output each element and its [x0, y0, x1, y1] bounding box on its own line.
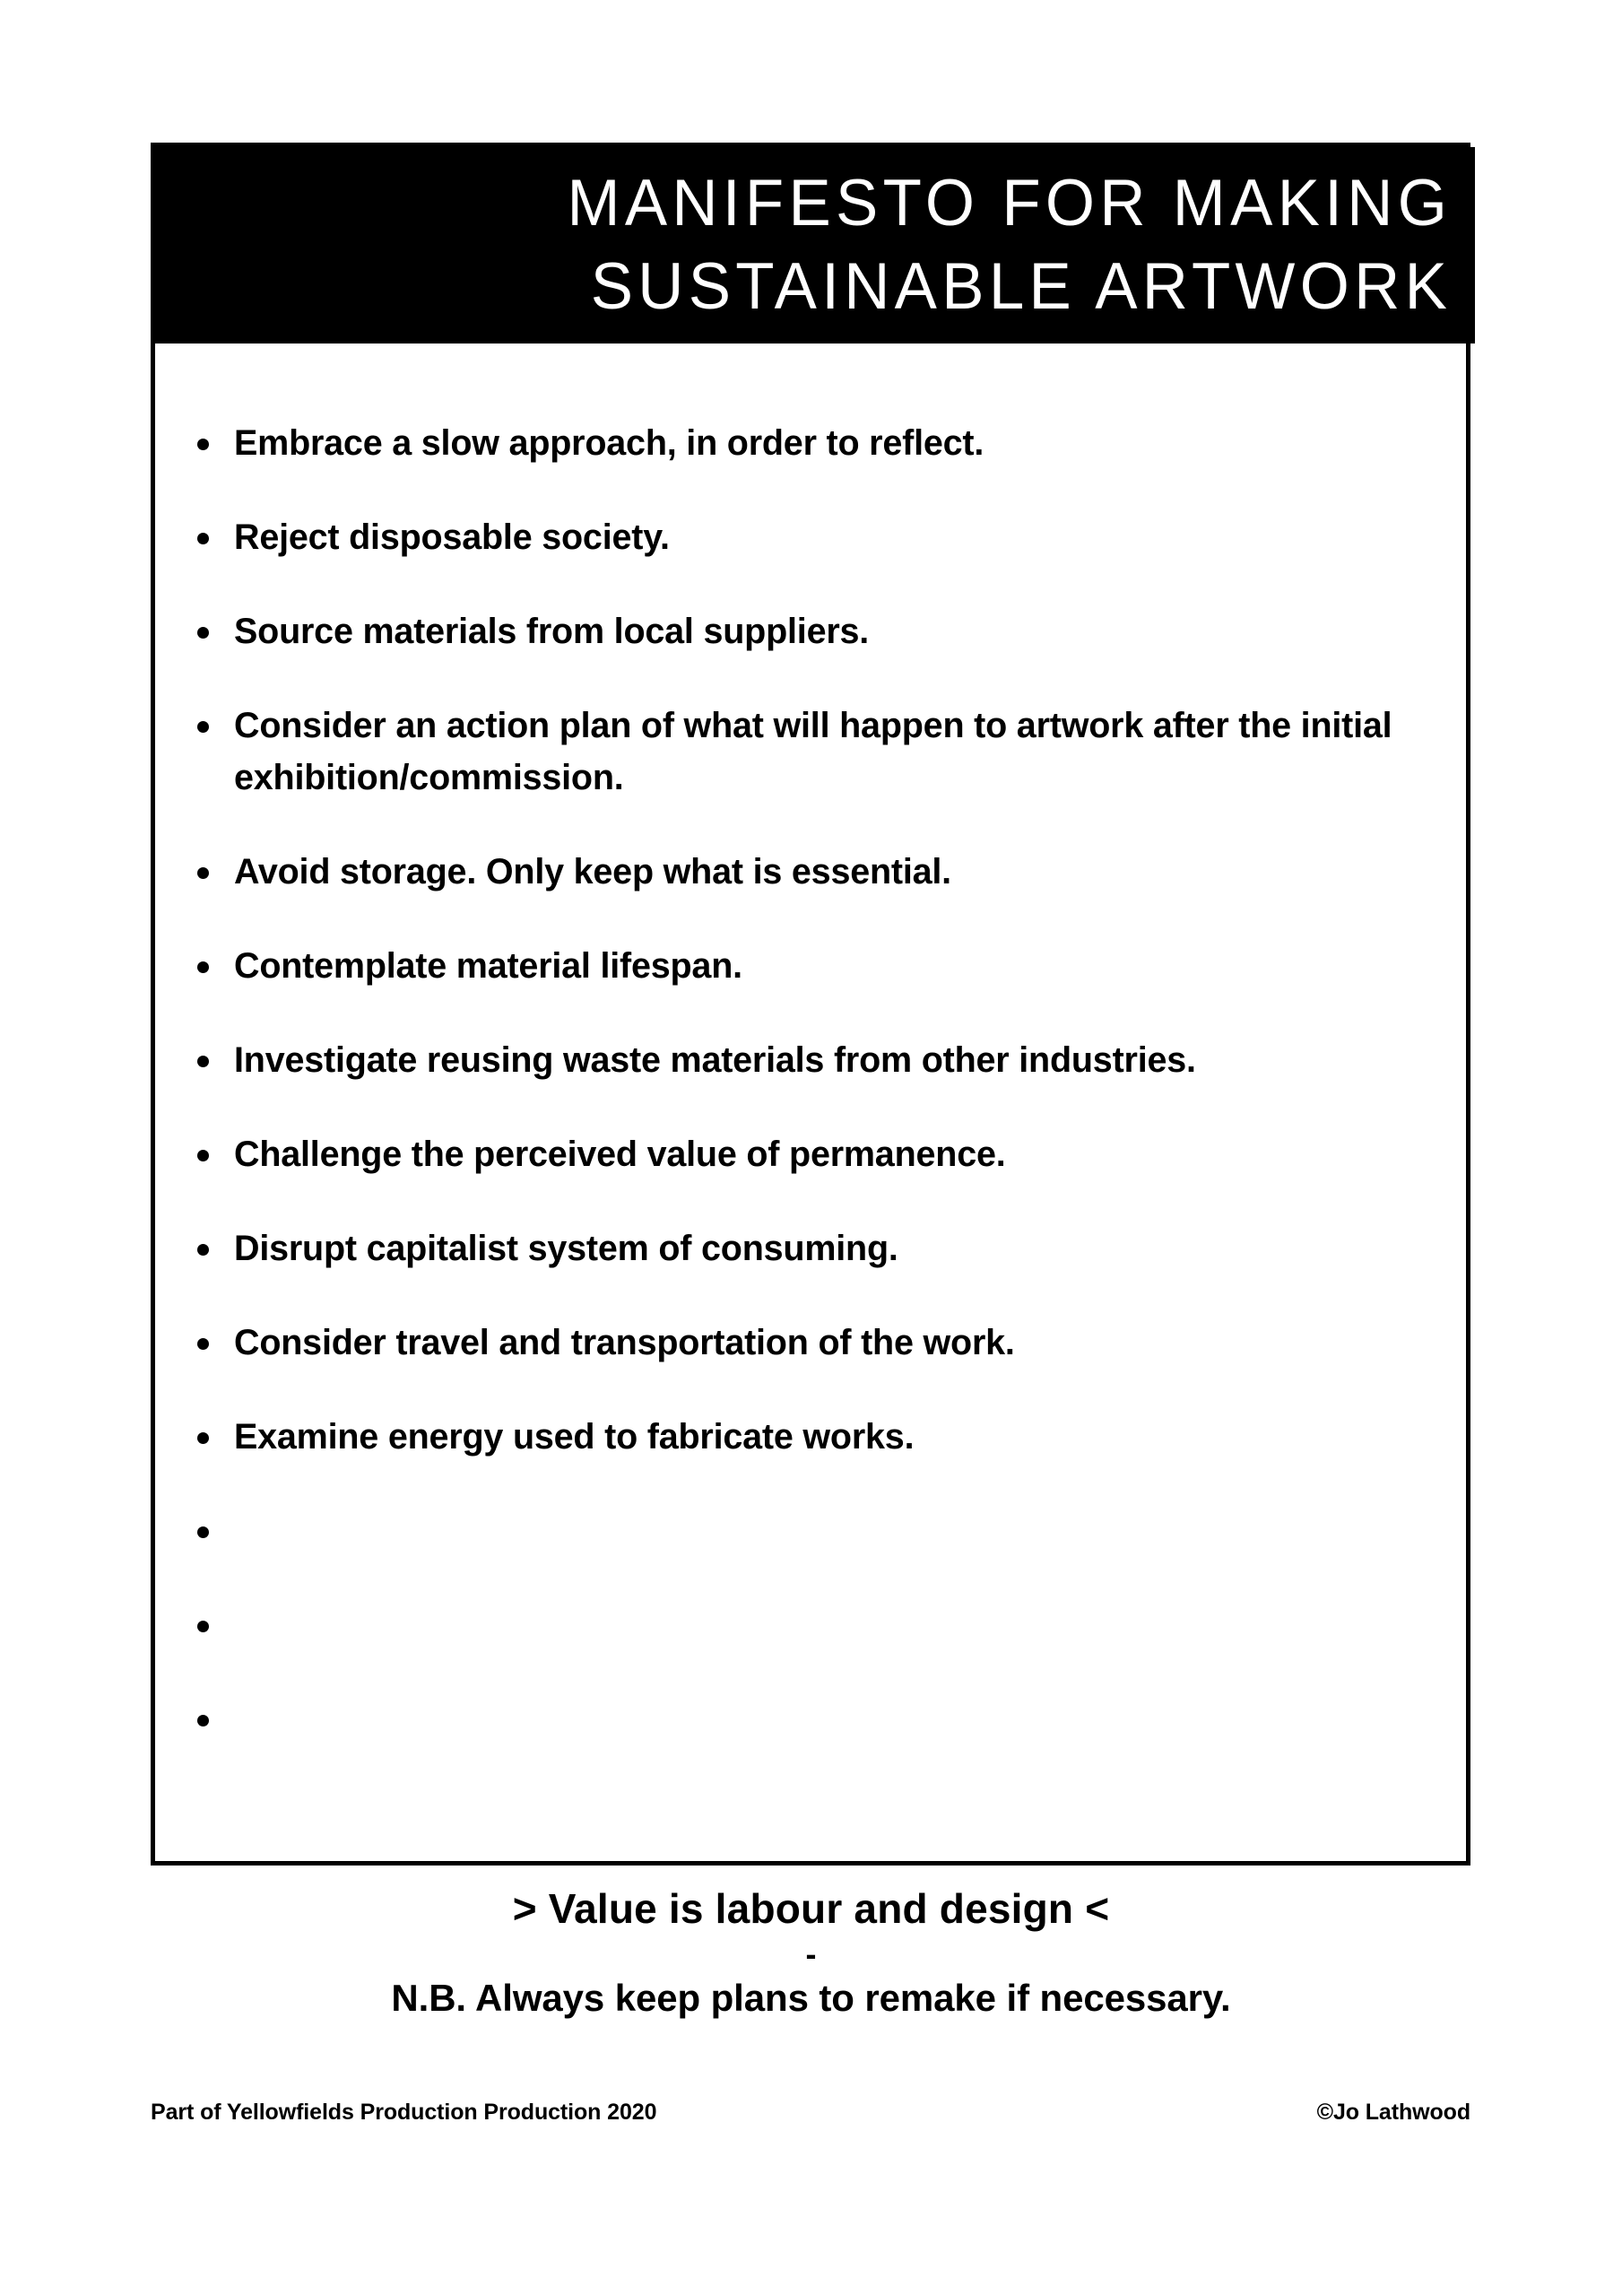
poster-title-line-1: MANIFESTO FOR MAKING — [567, 167, 1452, 239]
list-item-label: Avoid storage. Only keep what is essential. — [234, 852, 951, 891]
bullet-dot-icon — [197, 1715, 209, 1726]
list-item-label: Source materials from local suppliers. — [234, 612, 870, 651]
list-item — [195, 605, 1412, 657]
list-item-label — [234, 1693, 1412, 1694]
list-item — [195, 1222, 1412, 1274]
list-item — [195, 1317, 1412, 1369]
bullet-dot-icon — [197, 867, 209, 879]
list-item-label: Consider travel and transportation of the work. — [234, 1323, 1015, 1362]
bullet-dot-icon — [197, 439, 209, 450]
list-item-label — [234, 1599, 1412, 1600]
copyright-credit: ©Jo Lathwood — [1316, 2100, 1470, 2125]
list-item-blank — [195, 1693, 1412, 1745]
bullet-dot-icon — [197, 1150, 209, 1161]
list-item — [195, 1411, 1412, 1463]
nb-note: N.B. Always keep plans to remake if necessary. — [391, 1977, 1231, 2019]
list-item-blank — [195, 1599, 1412, 1651]
manifesto-card — [151, 143, 1470, 1866]
title-band — [155, 147, 1475, 344]
list-item-label: Disrupt capitalist system of consuming. — [234, 1229, 898, 1268]
manifesto-list — [155, 344, 1475, 1787]
bullet-dot-icon — [197, 1432, 209, 1444]
list-item-label: Embrace a slow approach, in order to reflect. — [234, 423, 984, 463]
list-item — [195, 1128, 1412, 1180]
value-statement: > Value is labour and design < — [512, 1885, 1110, 1932]
list-item — [195, 846, 1412, 898]
bullet-dot-icon — [197, 627, 209, 639]
list-item-blank — [195, 1505, 1412, 1557]
bullet-dot-icon — [197, 721, 209, 733]
poster-title-line-2: SUSTAINABLE ARTWORK — [590, 250, 1452, 323]
statements-block — [0, 1881, 1622, 2024]
bullet-dot-icon — [197, 1244, 209, 1256]
bullet-dot-icon — [197, 1526, 209, 1538]
list-item — [195, 417, 1412, 469]
bullet-dot-icon — [197, 533, 209, 544]
list-item — [195, 511, 1412, 563]
list-item-label: Investigate reusing waste materials from other industries. — [234, 1040, 1196, 1080]
list-item-label: Challenge the perceived value of permanence. — [234, 1135, 1006, 1174]
list-item-label — [234, 1505, 1412, 1506]
list-item-label: Contemplate material lifespan. — [234, 946, 742, 986]
credit-row — [151, 2097, 1470, 2127]
bullet-dot-icon — [197, 1056, 209, 1067]
list-item — [195, 940, 1412, 992]
list-item-label: Examine energy used to fabricate works. — [234, 1417, 915, 1457]
bullet-dot-icon — [197, 961, 209, 973]
statement-divider: - — [805, 1935, 817, 1972]
bullet-dot-icon — [197, 1621, 209, 1632]
list-item-label: Reject disposable society. — [234, 517, 670, 557]
list-item-label: Consider an action plan of what will happen to artwork after the initial exhibition/commission. — [234, 706, 1392, 797]
bullet-dot-icon — [197, 1338, 209, 1350]
list-item — [195, 700, 1412, 804]
list-item — [195, 1034, 1412, 1086]
production-credit: Part of Yellowfields Production Production 2020 — [151, 2100, 657, 2125]
